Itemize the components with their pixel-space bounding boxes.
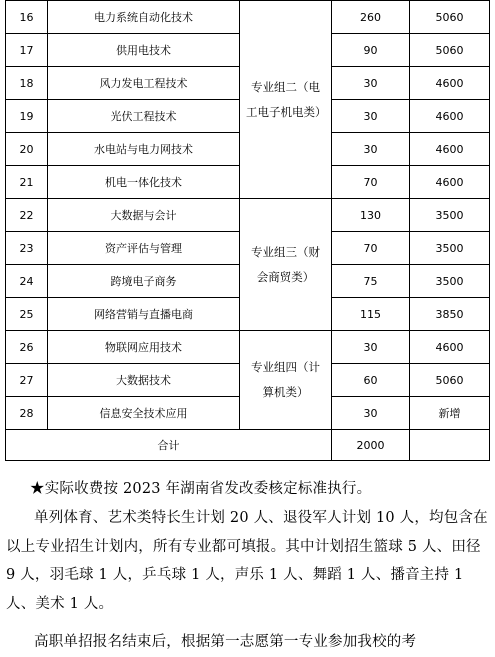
row-number: 20 bbox=[6, 133, 48, 166]
major-group-2: 专业组二（电工电子机电类） bbox=[240, 1, 332, 199]
plan-count: 115 bbox=[332, 298, 410, 331]
table-row bbox=[6, 331, 490, 364]
plan-count: 70 bbox=[332, 232, 410, 265]
plan-count: 30 bbox=[332, 397, 410, 430]
table-row bbox=[6, 199, 490, 232]
row-number: 17 bbox=[6, 34, 48, 67]
tuition-fee: 3500 bbox=[410, 199, 490, 232]
major-name: 水电站与电力网技术 bbox=[48, 133, 240, 166]
major-name: 供用电技术 bbox=[48, 34, 240, 67]
enrollment-plan-table bbox=[5, 0, 490, 461]
plan-count: 260 bbox=[332, 1, 410, 34]
row-number: 24 bbox=[6, 265, 48, 298]
plan-count: 30 bbox=[332, 133, 410, 166]
total-fee-empty bbox=[410, 430, 490, 461]
major-name: 物联网应用技术 bbox=[48, 331, 240, 364]
major-name: 资产评估与管理 bbox=[48, 232, 240, 265]
plan-count: 130 bbox=[332, 199, 410, 232]
row-number: 27 bbox=[6, 364, 48, 397]
major-name: 机电一体化技术 bbox=[48, 166, 240, 199]
major-name: 风力发电工程技术 bbox=[48, 67, 240, 100]
major-group-3: 专业组三（财会商贸类） bbox=[240, 199, 332, 331]
row-number: 16 bbox=[6, 1, 48, 34]
tuition-fee: 5060 bbox=[410, 364, 490, 397]
tuition-fee: 4600 bbox=[410, 100, 490, 133]
row-number: 28 bbox=[6, 397, 48, 430]
row-number: 22 bbox=[6, 199, 48, 232]
tuition-fee: 5060 bbox=[410, 34, 490, 67]
major-name: 网络营销与直播电商 bbox=[48, 298, 240, 331]
major-name: 信息安全技术应用 bbox=[48, 397, 240, 430]
plan-count: 30 bbox=[332, 67, 410, 100]
plan-count: 90 bbox=[332, 34, 410, 67]
row-number: 19 bbox=[6, 100, 48, 133]
major-name: 跨境电子商务 bbox=[48, 265, 240, 298]
plan-count: 30 bbox=[332, 331, 410, 364]
tuition-fee: 5060 bbox=[410, 1, 490, 34]
row-number: 21 bbox=[6, 166, 48, 199]
plan-count: 75 bbox=[332, 265, 410, 298]
major-name: 大数据技术 bbox=[48, 364, 240, 397]
total-row bbox=[6, 430, 490, 461]
fee-note: ★实际收费按 2023 年湖南省发改委核定标准执行。 bbox=[30, 481, 372, 497]
tuition-fee: 3500 bbox=[410, 232, 490, 265]
plan-count: 70 bbox=[332, 166, 410, 199]
tuition-fee: 4600 bbox=[410, 67, 490, 100]
tuition-fee: 3850 bbox=[410, 298, 490, 331]
total-value: 2000 bbox=[332, 430, 410, 461]
tuition-fee: 3500 bbox=[410, 265, 490, 298]
row-number: 26 bbox=[6, 331, 48, 364]
total-label: 合计 bbox=[6, 430, 332, 461]
plan-count: 60 bbox=[332, 364, 410, 397]
major-name: 大数据与会计 bbox=[48, 199, 240, 232]
special-plan-paragraph: 单列体育、艺术类特长生计划 20 人、退役军人计划 10 人，均包含在以上专业招生计划内，所有专业都可填报。其中计划招生篮球 5 人、田径 9 人，羽毛球 1 人，乒乓球 1 人，声乐 1 人、舞蹈 1 人、播音主持 1 人、美术 1 人。 bbox=[6, 510, 488, 612]
major-name: 光伏工程技术 bbox=[48, 100, 240, 133]
row-number: 25 bbox=[6, 298, 48, 331]
after-signup-paragraph: 高职单招报名结束后，根据第一志愿第一专业参加我校的考 bbox=[34, 634, 417, 650]
major-name: 电力系统自动化技术 bbox=[48, 1, 240, 34]
tuition-fee: 4600 bbox=[410, 331, 490, 364]
row-number: 18 bbox=[6, 67, 48, 100]
tuition-fee: 4600 bbox=[410, 133, 490, 166]
table-row bbox=[6, 1, 490, 34]
tuition-fee: 4600 bbox=[410, 166, 490, 199]
tuition-fee: 新增 bbox=[410, 397, 490, 430]
plan-count: 30 bbox=[332, 100, 410, 133]
row-number: 23 bbox=[6, 232, 48, 265]
major-group-4: 专业组四（计算机类） bbox=[240, 331, 332, 430]
